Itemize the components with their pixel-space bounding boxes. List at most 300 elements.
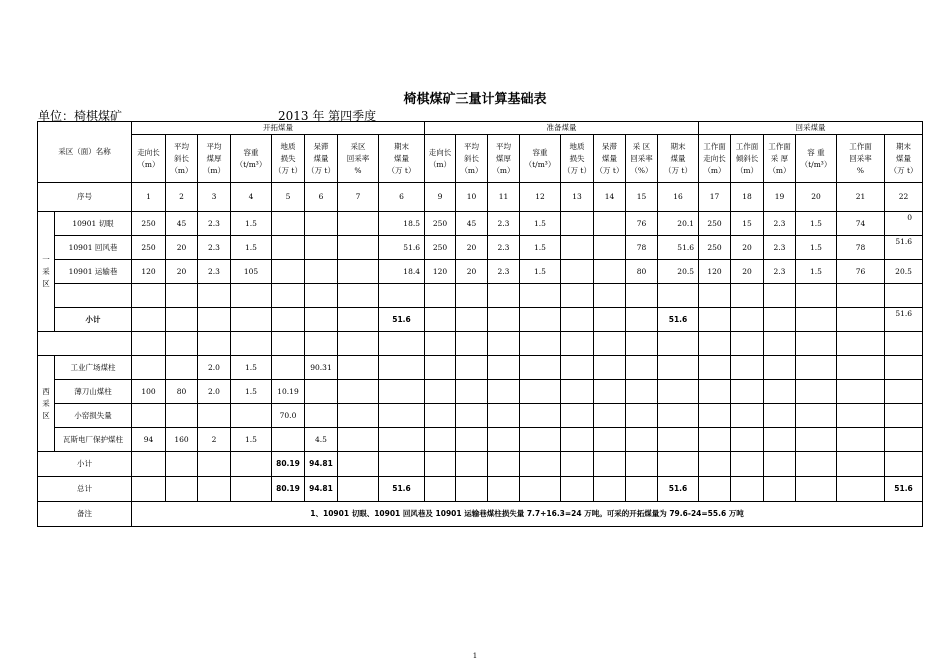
empty-cell [425, 452, 456, 477]
empty-cell [305, 284, 338, 308]
column-header-row [38, 135, 923, 183]
empty-cell [796, 308, 837, 332]
subtotal-value: 80.19 [272, 452, 305, 477]
data-cell [658, 356, 699, 380]
seq-number: 18 [731, 183, 764, 212]
empty-cell [425, 332, 456, 356]
seq-label: 序号 [38, 183, 132, 212]
column-header: 期末 煤量 （万 t） [658, 135, 699, 183]
data-cell [132, 404, 166, 428]
data-cell [764, 428, 796, 452]
empty-cell [305, 332, 338, 356]
total-value: 51.6 [658, 477, 699, 502]
data-cell [796, 356, 837, 380]
empty-cell [456, 308, 488, 332]
column-header: 走向长 （m） [425, 135, 456, 183]
data-cell [626, 356, 658, 380]
total-value: 51.6 [885, 477, 923, 502]
subtotal-value: 51.6 [885, 308, 923, 332]
area2-data-row [38, 404, 923, 428]
empty-cell [456, 452, 488, 477]
empty-cell [132, 332, 166, 356]
data-cell [594, 260, 626, 284]
row-name: 瓦斯电厂保护煤柱 [55, 428, 132, 452]
data-cell: 2.3 [198, 236, 231, 260]
column-header: 工作面 走向长 （m） [699, 135, 731, 183]
data-cell [594, 212, 626, 236]
empty-cell [561, 477, 594, 502]
data-cell: 2.0 [198, 356, 231, 380]
empty-cell [764, 284, 796, 308]
empty-cell [594, 332, 626, 356]
data-cell [699, 356, 731, 380]
empty-cell [731, 477, 764, 502]
row-name: 工业广场煤柱 [55, 356, 132, 380]
column-header: 采 区 回采率 （%） [626, 135, 658, 183]
total-value: 80.19 [272, 477, 305, 502]
empty-cell [132, 284, 166, 308]
total-row [38, 477, 923, 502]
column-header: 容 重 （t/m³） [796, 135, 837, 183]
data-cell [198, 404, 231, 428]
row-name: 10901 切眼 [55, 212, 132, 236]
data-cell: 20 [731, 260, 764, 284]
empty-cell [561, 284, 594, 308]
total-label: 总计 [38, 477, 132, 502]
empty-cell [594, 477, 626, 502]
area2-data-row [38, 428, 923, 452]
area1-subtotal-row [38, 308, 923, 332]
seq-number: 12 [520, 183, 561, 212]
data-cell: 1.5 [520, 236, 561, 260]
data-cell [699, 380, 731, 404]
empty-cell [198, 332, 231, 356]
area2-label: 西 采 区 [38, 356, 55, 452]
empty-cell [520, 477, 561, 502]
data-cell: 20 [166, 260, 198, 284]
empty-cell [764, 308, 796, 332]
data-cell [764, 404, 796, 428]
empty-cell [885, 332, 923, 356]
data-cell [488, 380, 520, 404]
empty-cell [338, 332, 379, 356]
data-cell: 250 [699, 236, 731, 260]
data-cell: 1.5 [231, 356, 272, 380]
data-cell: 120 [699, 260, 731, 284]
data-cell: 94 [132, 428, 166, 452]
empty-cell [594, 284, 626, 308]
data-cell [764, 356, 796, 380]
data-cell [837, 404, 885, 428]
data-cell [561, 380, 594, 404]
data-cell: 20 [456, 260, 488, 284]
data-cell: 2.3 [488, 212, 520, 236]
empty-cell [231, 452, 272, 477]
empty-cell [520, 284, 561, 308]
empty-cell [561, 308, 594, 332]
data-cell: 1.5 [796, 236, 837, 260]
empty-cell [764, 477, 796, 502]
area2-data-row [38, 356, 923, 380]
empty-cell [272, 284, 305, 308]
column-header: 工作面 回采率 % [837, 135, 885, 183]
empty-cell [198, 477, 231, 502]
data-cell: 20 [731, 236, 764, 260]
empty-cell [731, 332, 764, 356]
data-cell [338, 380, 379, 404]
data-cell: 2.0 [198, 380, 231, 404]
column-header: 平均 煤厚 （m） [198, 135, 231, 183]
data-cell [305, 236, 338, 260]
empty-cell [885, 284, 923, 308]
spacer-row [38, 332, 923, 356]
row-name: 10901 运输巷 [55, 260, 132, 284]
data-cell: 70.0 [272, 404, 305, 428]
seq-number: 10 [456, 183, 488, 212]
data-cell: 0 [885, 212, 923, 236]
empty-cell [594, 308, 626, 332]
column-header: 工作面 采 厚 （m） [764, 135, 796, 183]
data-cell: 2.3 [198, 260, 231, 284]
area1-label: 一 采 区 [38, 212, 55, 332]
row-name: 小窑损失量 [55, 404, 132, 428]
data-cell [561, 236, 594, 260]
data-cell [699, 404, 731, 428]
empty-cell [338, 452, 379, 477]
data-cell: 45 [456, 212, 488, 236]
data-cell [338, 428, 379, 452]
column-header: 呆滞 煤量 （万 t） [594, 135, 626, 183]
seq-number: 21 [837, 183, 885, 212]
empty-cell [658, 332, 699, 356]
column-header: 呆滞 煤量 （万 t） [305, 135, 338, 183]
data-cell [885, 356, 923, 380]
empty-cell [425, 477, 456, 502]
remark-row [38, 502, 923, 527]
empty-cell [626, 332, 658, 356]
seq-number: 19 [764, 183, 796, 212]
data-cell: 160 [166, 428, 198, 452]
seq-number: 5 [272, 183, 305, 212]
empty-cell [699, 477, 731, 502]
column-header: 地质 损失 （万 t） [561, 135, 594, 183]
data-cell: 2 [198, 428, 231, 452]
empty-cell [488, 284, 520, 308]
empty-cell [166, 308, 198, 332]
data-cell: 20.5 [658, 260, 699, 284]
page-number: 1 [472, 652, 478, 660]
data-cell: 250 [699, 212, 731, 236]
subtotal-label: 小计 [38, 452, 132, 477]
subtotal-value: 51.6 [658, 308, 699, 332]
data-cell [379, 428, 425, 452]
data-cell: 80 [166, 380, 198, 404]
data-cell [594, 428, 626, 452]
empty-cell [488, 332, 520, 356]
empty-cell [626, 477, 658, 502]
data-cell [658, 404, 699, 428]
seq-number: 6 [379, 183, 425, 212]
data-cell [132, 356, 166, 380]
empty-cell [764, 332, 796, 356]
data-cell: 90.31 [305, 356, 338, 380]
empty-cell [231, 308, 272, 332]
data-cell [305, 404, 338, 428]
empty-cell [132, 452, 166, 477]
empty-cell [658, 284, 699, 308]
empty-cell [272, 308, 305, 332]
data-cell: 1.5 [520, 212, 561, 236]
data-cell [561, 260, 594, 284]
data-cell: 2.3 [488, 260, 520, 284]
data-cell [488, 356, 520, 380]
area-name-header: 采区（面）名称 [38, 122, 132, 183]
data-cell [885, 380, 923, 404]
empty-cell [379, 332, 425, 356]
empty-cell [132, 308, 166, 332]
data-cell [520, 428, 561, 452]
data-cell [594, 380, 626, 404]
empty-cell [796, 284, 837, 308]
empty-cell [764, 452, 796, 477]
data-cell: 1.5 [796, 260, 837, 284]
area1-data-row [38, 236, 923, 260]
unit-label: 单位：椅棋煤矿 [38, 109, 123, 123]
empty-cell [796, 477, 837, 502]
data-cell [425, 428, 456, 452]
data-cell [425, 356, 456, 380]
empty-cell [837, 477, 885, 502]
empty-cell [456, 477, 488, 502]
data-cell: 78 [837, 236, 885, 260]
data-cell [626, 380, 658, 404]
data-cell [272, 428, 305, 452]
area1-empty-row [38, 284, 923, 308]
empty-cell [488, 308, 520, 332]
seq-number: 20 [796, 183, 837, 212]
empty-cell [520, 308, 561, 332]
data-cell [488, 404, 520, 428]
data-cell: 76 [626, 212, 658, 236]
data-cell [764, 380, 796, 404]
data-cell [699, 428, 731, 452]
seq-number: 22 [885, 183, 923, 212]
data-cell [305, 212, 338, 236]
data-cell: 76 [837, 260, 885, 284]
empty-cell [488, 477, 520, 502]
data-cell [885, 404, 923, 428]
data-cell [520, 404, 561, 428]
data-cell: 51.6 [379, 236, 425, 260]
data-cell: 51.6 [658, 236, 699, 260]
seq-number: 17 [699, 183, 731, 212]
empty-cell [456, 332, 488, 356]
seq-number: 14 [594, 183, 626, 212]
data-cell: 1.5 [231, 212, 272, 236]
seq-number: 2 [166, 183, 198, 212]
data-cell [594, 404, 626, 428]
data-cell: 2.3 [764, 260, 796, 284]
empty-cell [885, 452, 923, 477]
document-title: 椅棋煤矿三量计算基础表 [403, 92, 547, 107]
empty-cell [272, 332, 305, 356]
data-cell [520, 380, 561, 404]
remark-text: 1、10901 切眼、10901 回风巷及 10901 运输巷煤柱损失量 7.7+16.3=24 万吨。可采的开拓煤量为 79.6-24=55.6 万吨 [132, 502, 923, 527]
column-header: 工作面 倾斜长 （m） [731, 135, 764, 183]
data-cell: 1.5 [231, 380, 272, 404]
empty-cell [166, 284, 198, 308]
seq-number: 16 [658, 183, 699, 212]
empty-cell [166, 332, 198, 356]
data-cell: 20.1 [658, 212, 699, 236]
data-cell [456, 356, 488, 380]
data-cell [305, 380, 338, 404]
empty-cell [520, 452, 561, 477]
seq-number: 3 [198, 183, 231, 212]
empty-cell [379, 452, 425, 477]
data-cell [837, 428, 885, 452]
empty-cell [338, 284, 379, 308]
empty-cell [425, 284, 456, 308]
seq-number: 1 [132, 183, 166, 212]
data-cell: 100 [132, 380, 166, 404]
empty-cell [456, 284, 488, 308]
empty-cell [837, 308, 885, 332]
data-cell [166, 404, 198, 428]
seq-number: 13 [561, 183, 594, 212]
empty-cell [379, 284, 425, 308]
empty-cell [198, 308, 231, 332]
data-cell [305, 260, 338, 284]
empty-cell [699, 452, 731, 477]
data-cell [425, 404, 456, 428]
area1-data-row [38, 212, 923, 236]
data-cell: 1.5 [520, 260, 561, 284]
data-cell: 105 [231, 260, 272, 284]
data-cell: 80 [626, 260, 658, 284]
data-cell [272, 356, 305, 380]
data-cell: 120 [132, 260, 166, 284]
empty-cell [338, 308, 379, 332]
subtotal-label: 小计 [55, 308, 132, 332]
column-header: 期末 煤量 （万 t） [885, 135, 923, 183]
row-name: 薄刀山煤柱 [55, 380, 132, 404]
data-cell: 1.5 [796, 212, 837, 236]
data-cell [731, 428, 764, 452]
total-value: 94.81 [305, 477, 338, 502]
column-header: 期末 煤量 （万 t） [379, 135, 425, 183]
data-cell [520, 356, 561, 380]
empty-cell [731, 452, 764, 477]
empty-cell [198, 284, 231, 308]
data-cell [379, 404, 425, 428]
data-cell: 20 [456, 236, 488, 260]
data-cell [561, 404, 594, 428]
data-cell [456, 404, 488, 428]
seq-number: 11 [488, 183, 520, 212]
data-cell: 1.5 [231, 428, 272, 452]
empty-cell [198, 452, 231, 477]
data-cell [338, 236, 379, 260]
empty-cell [699, 332, 731, 356]
data-cell [731, 404, 764, 428]
data-cell [456, 380, 488, 404]
data-cell [561, 428, 594, 452]
remark-label: 备注 [38, 502, 132, 527]
data-cell [796, 380, 837, 404]
empty-cell [55, 284, 132, 308]
empty-cell [731, 284, 764, 308]
zhunbei-group-header: 准备煤量 [425, 122, 699, 135]
empty-cell [231, 477, 272, 502]
empty-cell [796, 452, 837, 477]
empty-cell [626, 452, 658, 477]
data-cell: 2.3 [198, 212, 231, 236]
area1-data-row [38, 260, 923, 284]
calculation-table [37, 121, 923, 527]
data-cell: 15 [731, 212, 764, 236]
data-cell [594, 356, 626, 380]
data-cell [885, 428, 923, 452]
kaituo-group-header: 开拓煤量 [132, 122, 425, 135]
empty-cell [699, 284, 731, 308]
empty-cell [561, 332, 594, 356]
data-cell: 78 [626, 236, 658, 260]
data-cell [658, 428, 699, 452]
data-cell [272, 260, 305, 284]
data-cell [731, 380, 764, 404]
seq-number: 6 [305, 183, 338, 212]
data-cell [338, 260, 379, 284]
data-cell: 2.3 [764, 236, 796, 260]
data-cell [231, 404, 272, 428]
empty-cell [594, 452, 626, 477]
empty-cell [837, 284, 885, 308]
data-cell [658, 380, 699, 404]
data-cell [379, 356, 425, 380]
column-header: 走向长 （m） [132, 135, 166, 183]
empty-cell [38, 332, 132, 356]
data-cell [338, 356, 379, 380]
data-cell [272, 212, 305, 236]
data-cell [796, 428, 837, 452]
data-cell [488, 428, 520, 452]
empty-cell [837, 452, 885, 477]
empty-cell [166, 452, 198, 477]
data-cell [626, 428, 658, 452]
data-cell [796, 404, 837, 428]
data-cell [456, 428, 488, 452]
area2-subtotal-row [38, 452, 923, 477]
data-cell [731, 356, 764, 380]
data-cell: 20.5 [885, 260, 923, 284]
data-cell: 4.5 [305, 428, 338, 452]
seq-number: 4 [231, 183, 272, 212]
data-cell: 18.5 [379, 212, 425, 236]
data-cell: 2.3 [764, 212, 796, 236]
seq-row [38, 183, 923, 212]
empty-cell [561, 452, 594, 477]
seq-number: 9 [425, 183, 456, 212]
data-cell: 18.4 [379, 260, 425, 284]
data-cell: 2.3 [488, 236, 520, 260]
empty-cell [731, 308, 764, 332]
data-cell: 10.19 [272, 380, 305, 404]
seq-number: 7 [338, 183, 379, 212]
empty-cell [837, 332, 885, 356]
empty-cell [699, 308, 731, 332]
data-cell [166, 356, 198, 380]
